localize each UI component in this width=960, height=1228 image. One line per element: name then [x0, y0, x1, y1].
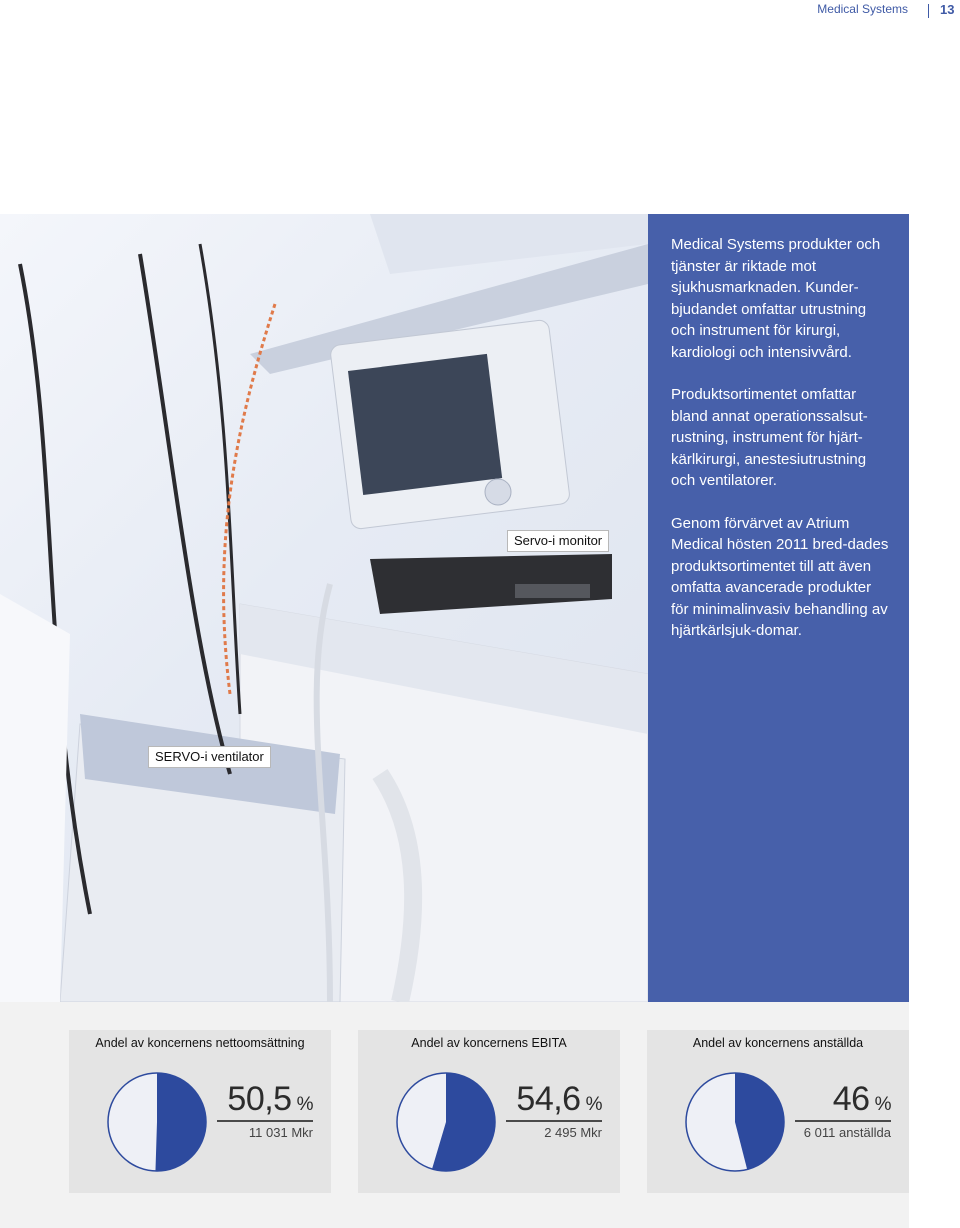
label-servo-i-monitor: Servo-i monitor [507, 530, 609, 552]
pie-chart [394, 1070, 498, 1174]
label-servo-i-ventilator: SERVO-i ventilator [148, 746, 271, 768]
paragraph-intro: Medical Systems produkter och tjänster är riktade mot sjukhusmarknaden. Kunder-bjudandet omfattar utrustning och instrument för kirurgi, kardiologi och intensivvård. [671, 236, 881, 361]
stat-unit: % [874, 1094, 891, 1115]
cable-3 [200, 244, 240, 714]
stat-value [516, 1080, 602, 1119]
page-header [0, 0, 960, 30]
stat-card-ebita [358, 1030, 620, 1193]
stat-rule [217, 1120, 313, 1122]
paragraph-acquisition: Genom förvärvet av Atrium Medical hösten 2011 bred-dades produktsortimentet till att även omfatta avancerade produkter för minimalinvasiv behandling av hjärtkärlsjuk-domar. [671, 514, 889, 639]
stat-number: 50,5 [227, 1080, 292, 1118]
stat-unit: % [296, 1094, 313, 1115]
stat-subtext: 11 031 Mkr [248, 1125, 313, 1140]
description-panel [648, 214, 909, 1002]
bed-edge [0, 594, 70, 1002]
stat-value [227, 1080, 313, 1119]
stat-number: 54,6 [516, 1080, 581, 1118]
pie-chart [683, 1070, 787, 1174]
stat-rule [506, 1120, 602, 1122]
product-photo [0, 214, 648, 1002]
paragraph-products: Produktsortimentet omfattar bland annat operationssalsut-rustning, instrument för hjärt-kärlkirurgi, anestesiutrustning och ventilatorer. [671, 386, 868, 489]
ventilator-illustration [0, 214, 648, 1002]
stat-title: Andel av koncernens EBITA [411, 1036, 567, 1050]
cable-2 [140, 254, 230, 774]
stat-unit: % [585, 1094, 602, 1115]
page-number: 13 [940, 2, 955, 17]
pie-chart [105, 1070, 209, 1174]
stat-card-employees [647, 1030, 909, 1193]
stat-number: 46 [832, 1080, 870, 1118]
stat-subtext: 6 011 anställda [803, 1125, 891, 1140]
stat-value [833, 1080, 891, 1119]
stat-subtext: 2 495 Mkr [544, 1125, 602, 1140]
monitor-knob [485, 479, 511, 505]
stat-card-net-sales [69, 1030, 331, 1193]
monitor-screen [348, 354, 502, 495]
pie-slice-share [155, 1073, 206, 1171]
page-separator [928, 4, 929, 18]
stat-rule [795, 1120, 891, 1122]
key-figures [0, 1002, 909, 1228]
module-ports [515, 584, 590, 598]
stat-title: Andel av koncernens anställda [692, 1036, 864, 1050]
stat-title: Andel av koncernens nettoomsättning [95, 1036, 305, 1050]
section-name: Medical Systems [817, 2, 908, 16]
